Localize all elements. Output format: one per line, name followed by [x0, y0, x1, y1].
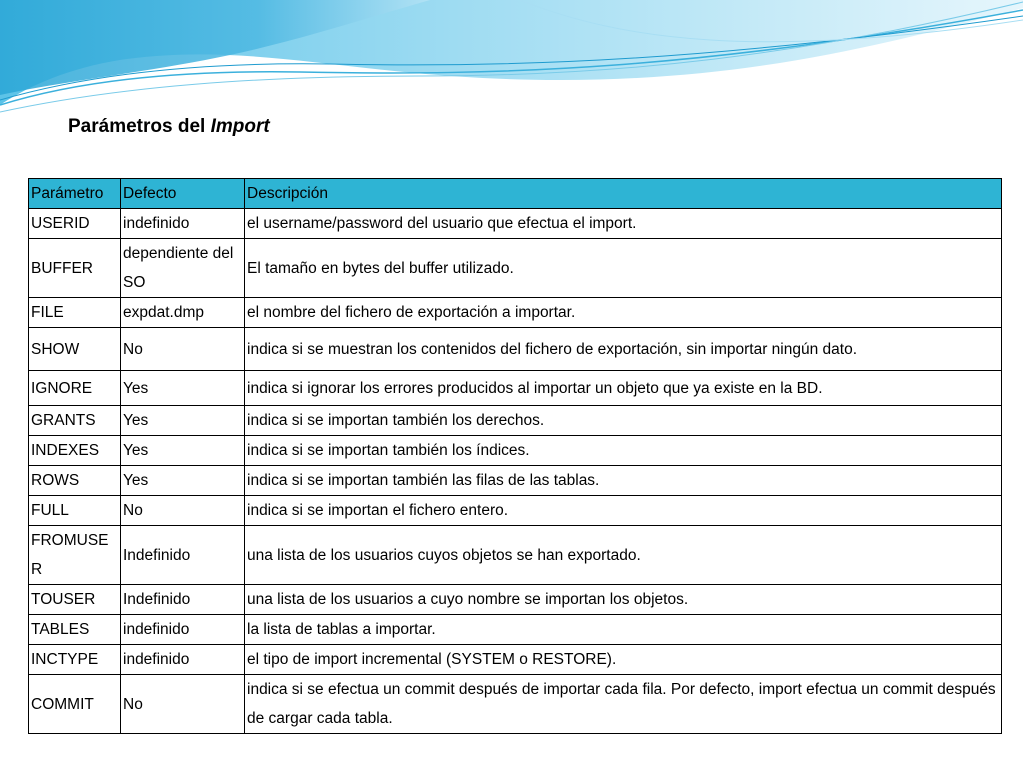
table-row: [29, 371, 1002, 406]
table-row: [29, 436, 1002, 466]
cell-default: indefinido: [121, 209, 245, 239]
cell-description: una lista de los usuarios cuyos objetos se han exportado.: [245, 526, 1002, 585]
cell-description: indica si se importan también los índices.: [245, 436, 1002, 466]
cell-parameter: USERID: [29, 209, 121, 239]
cell-default: Yes: [121, 466, 245, 496]
cell-default: Yes: [121, 371, 245, 406]
table-row: [29, 298, 1002, 328]
cell-description: el nombre del fichero de exportación a importar.: [245, 298, 1002, 328]
cell-description: una lista de los usuarios a cuyo nombre se importan los objetos.: [245, 585, 1002, 615]
cell-default: No: [121, 675, 245, 734]
cell-default: No: [121, 496, 245, 526]
table-row: [29, 406, 1002, 436]
cell-parameter: IGNORE: [29, 371, 121, 406]
cell-description: indica si se muestran los contenidos del fichero de exportación, sin importar ningún dato.: [245, 328, 1002, 371]
cell-default: dependiente del SO: [121, 239, 245, 298]
cell-description: la lista de tablas a importar.: [245, 615, 1002, 645]
cell-description: indica si se importan también las filas de las tablas.: [245, 466, 1002, 496]
table-row: [29, 496, 1002, 526]
slide-title-text: Parámetros del: [68, 116, 206, 137]
import-parameters-table: [28, 178, 1002, 734]
cell-parameter: INCTYPE: [29, 645, 121, 675]
cell-parameter: FROMUSER: [29, 526, 121, 585]
cell-description: indica si ignorar los errores producidos al importar un objeto que ya existe en la BD.: [245, 371, 1002, 406]
table-row: [29, 585, 1002, 615]
cell-parameter: FULL: [29, 496, 121, 526]
cell-description: indica si se importan también los derechos.: [245, 406, 1002, 436]
cell-parameter: GRANTS: [29, 406, 121, 436]
cell-default: Yes: [121, 436, 245, 466]
cell-description: el username/password del usuario que efectua el import.: [245, 209, 1002, 239]
table-row: [29, 645, 1002, 675]
cell-default: Indefinido: [121, 585, 245, 615]
cell-default: expdat.dmp: [121, 298, 245, 328]
header-description: Descripción: [245, 179, 1002, 209]
cell-parameter: FILE: [29, 298, 121, 328]
header-default: Defecto: [121, 179, 245, 209]
cell-parameter: TABLES: [29, 615, 121, 645]
cell-parameter: SHOW: [29, 328, 121, 371]
slide-title-italic: Import: [210, 116, 270, 137]
cell-default: Indefinido: [121, 526, 245, 585]
cell-parameter: INDEXES: [29, 436, 121, 466]
header-parameter: Parámetro: [29, 179, 121, 209]
cell-description: indica si se efectua un commit después de importar cada fila. Por defecto, import efectua un commit después de cargar cada tabla.: [245, 675, 1002, 734]
cell-description: indica si se importan el fichero entero.: [245, 496, 1002, 526]
cell-default: indefinido: [121, 615, 245, 645]
cell-default: No: [121, 328, 245, 371]
table-row: [29, 328, 1002, 371]
table-row: [29, 209, 1002, 239]
cell-description: el tipo de import incremental (SYSTEM o RESTORE).: [245, 645, 1002, 675]
cell-parameter: COMMIT: [29, 675, 121, 734]
cell-parameter: ROWS: [29, 466, 121, 496]
cell-description: El tamaño en bytes del buffer utilizado.: [245, 239, 1002, 298]
table-row: [29, 615, 1002, 645]
table-row: [29, 466, 1002, 496]
table-header-row: [29, 179, 1002, 209]
table-row: [29, 526, 1002, 585]
cell-parameter: TOUSER: [29, 585, 121, 615]
table-row: [29, 239, 1002, 298]
cell-parameter: BUFFER: [29, 239, 121, 298]
slide-title: [68, 116, 270, 138]
cell-default: indefinido: [121, 645, 245, 675]
table-row: [29, 675, 1002, 734]
decorative-wave-banner: [0, 0, 1023, 120]
cell-default: Yes: [121, 406, 245, 436]
